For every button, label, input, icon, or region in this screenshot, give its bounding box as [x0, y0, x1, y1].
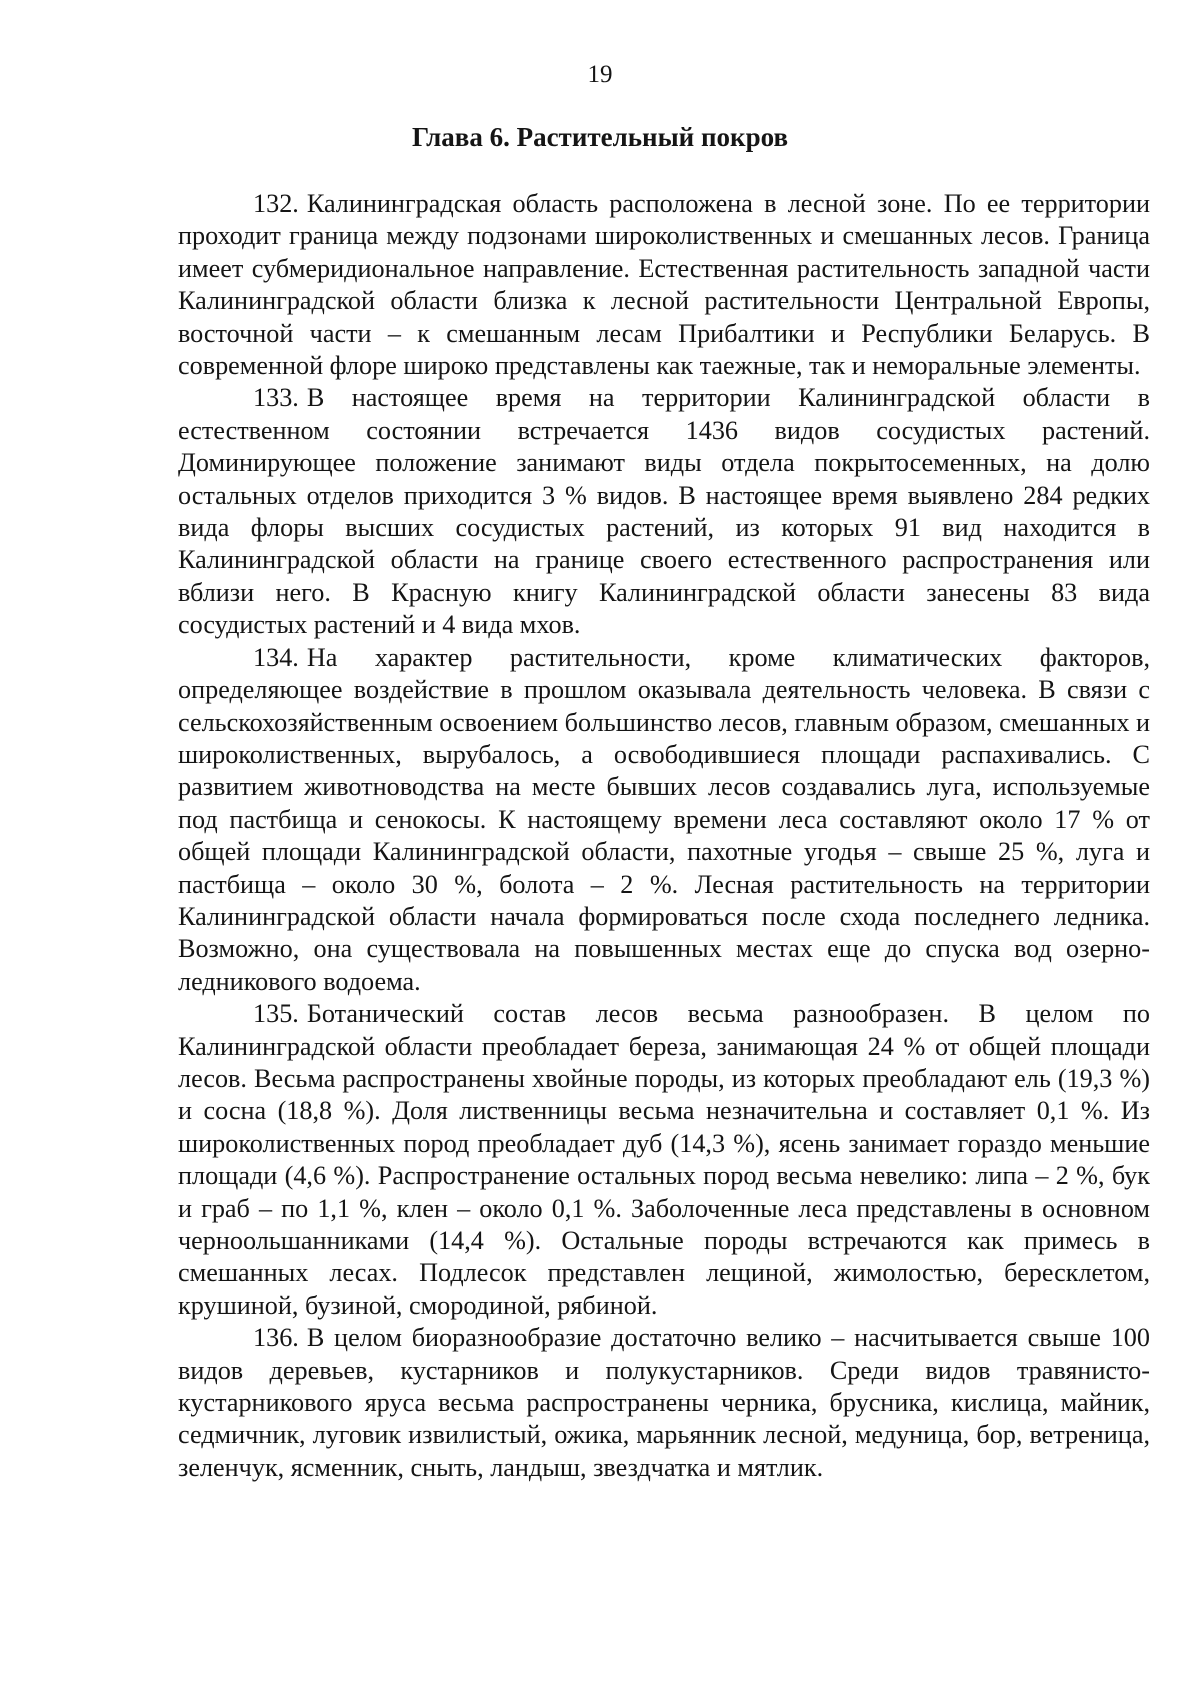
paragraph-text: Ботанический состав лесов весьма разнообразен. В целом по Калининградской области преобладает береза, занимающая 24 % от общей площади лесов. Весьма распространены хвойные породы, из которых преобладают ель (19,3 %) и сосна (18,8 %). Доля лиственницы весьма незначительна и составляет 0,1 %. Из широколиственных пород преобладает дуб (14,3 %), ясень занимает гораздо меньшие площади (4,6 %). Распространение остальных пород весьма невелико: липа – 2 %, бук и граб – по 1,1 %, клен – около 0,1 %. Заболоченные леса представлены в основном черноольшанниками (14,4 %). Остальные породы встречаются как примесь в смешанных лесах. Подлесок представлен лещиной, жимолостью, бересклетом, крушиной, бузиной, смородиной, рябиной.: [178, 999, 1150, 1320]
paragraph-133: [178, 382, 1150, 641]
paragraph-text: На характер растительности, кроме климатических факторов, определяющее воздействие в прошлом оказывала деятельность человека. В связи с сельскохозяйственным освоением большинство лесов, главным образом, смешанных и широколиственных, вырубалось, а освободившиеся площади распахивались. С развитием животноводства на месте бывших лесов создавались луга, используемые под пастбища и сенокосы. К настоящему времени леса составляют около 17 % от общей площади Калининградской области, пахотные угодья – свыше 25 %, луга и пастбища – около 30 %, болота – 2 %. Лесная растительность на территории Калининградской области начала формироваться после схода последнего ледника. Возможно, она существовала на повышенных местах еще до спуска вод озерно-ледникового водоема.: [178, 642, 1150, 996]
paragraph-number: 133.: [253, 383, 299, 413]
paragraph-number: 135.: [253, 999, 299, 1029]
paragraph-134: [178, 642, 1150, 998]
chapter-title: Глава 6. Растительный покров: [411, 122, 789, 152]
body-text: [178, 188, 1150, 1484]
paragraph-number: 134.: [253, 642, 299, 672]
paragraph-136: [178, 1322, 1150, 1484]
paragraph-text: В целом биоразнообразие достаточно велико – насчитывается свыше 100 видов деревьев, кустарников и полукустарников. Среди видов травянисто-кустарникового яруса весьма распространены черника, брусника, кислица, майник, седмичник, луговик извилистый, ожика, марьянник лесной, медуница, бор, ветреница, зеленчук, ясменник, сныть, ландыш, звездчатка и мятлик.: [178, 1323, 1150, 1482]
paragraph-135: [178, 998, 1150, 1322]
paragraph-number: 136.: [253, 1323, 299, 1353]
page-number: 19: [587, 61, 613, 88]
paragraph-text: Калининградская область расположена в лесной зоне. По ее территории проходит граница между подзонами широколиственных и смешанных лесов. Граница имеет субмеридиональное направление. Естественная растительность западной части Калининградской области близка к лесной растительности Центральной Европы, восточной части – к смешанным лесам Прибалтики и Республики Беларусь. В современной флоре широко представлены как таежные, так и неморальные элементы.: [178, 189, 1150, 381]
paragraph-132: [178, 188, 1150, 382]
paragraph-number: 132.: [253, 189, 299, 218]
paragraph-text: В настоящее время на территории Калининградской области в естественном состоянии встречается 1436 видов сосудистых растений. Доминирующее положение занимают виды отдела покрытосеменных, на долю остальных отделов приходится 3 % видов. В настоящее время выявлено 284 редких вида флоры высших сосудистых растений, из которых 91 вид находится в Калининградской области на границе своего естественного распространения или вблизи него. В Красную книгу Калининградской области занесены 83 вида сосудистых растений и 4 вида мхов.: [178, 383, 1150, 640]
